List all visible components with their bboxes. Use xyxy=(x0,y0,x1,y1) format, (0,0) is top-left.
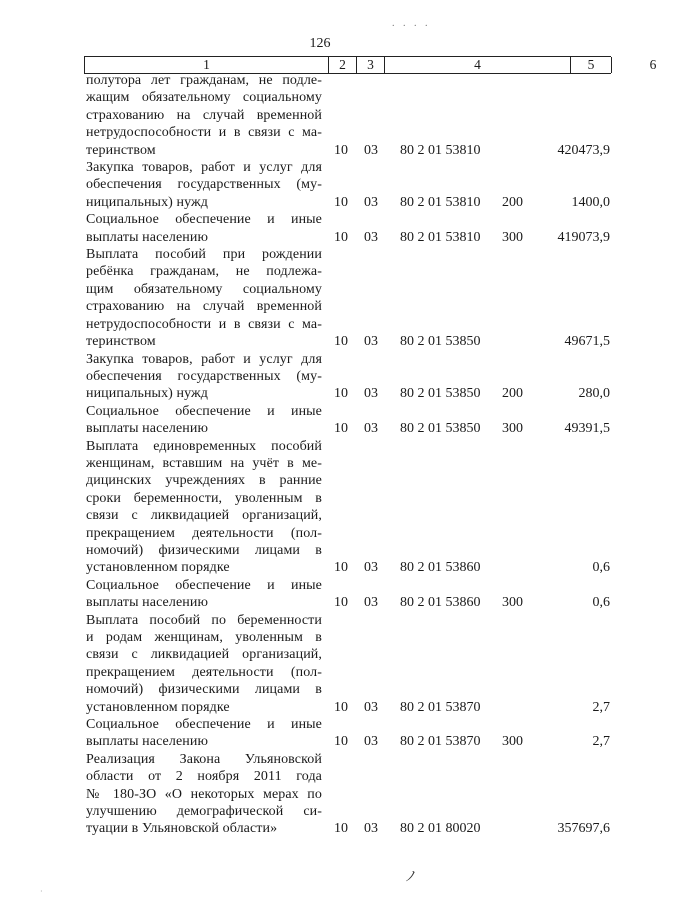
description-line: ниципальных) нужд xyxy=(86,386,209,402)
table-row xyxy=(0,403,640,438)
section-code: 10 xyxy=(334,421,348,437)
header-col-2: 2 xyxy=(328,57,356,73)
pen-mark: ノ xyxy=(404,870,418,885)
description-line: Социальное обеспечение и иные xyxy=(86,717,322,733)
row-description xyxy=(86,403,322,438)
description-line: страхованию на случай временной xyxy=(86,299,322,315)
table-row xyxy=(0,72,640,159)
expense-type-code: 200 xyxy=(502,194,523,210)
description-line: жащим обязательному социальному xyxy=(86,90,322,106)
target-article-code: 80 2 01 53810 xyxy=(400,229,481,245)
table-body xyxy=(0,72,640,838)
header-col-6-label: 6 xyxy=(649,57,657,72)
section-code: 10 xyxy=(334,821,348,837)
description-line: выплаты населению xyxy=(86,421,209,437)
description-line: Социальное обеспечение и иные xyxy=(86,577,322,593)
description-line: дицинских учреждениях в ранние xyxy=(86,473,322,489)
expense-type-code: 300 xyxy=(502,595,523,611)
description-line: теринством xyxy=(86,142,156,158)
expense-type-code: 300 xyxy=(502,229,523,245)
subsection-code: 03 xyxy=(364,734,378,750)
description-line: сроки беременности, уволенным в xyxy=(86,490,322,506)
expense-type-code: 300 xyxy=(502,421,523,437)
row-description xyxy=(86,716,322,751)
amount: 2,7 xyxy=(592,734,610,750)
row-description xyxy=(86,72,322,159)
section-code: 10 xyxy=(334,560,348,576)
header-col-5: 5 xyxy=(570,57,611,73)
description-line: ниципальных) нужд xyxy=(86,194,209,210)
target-article-code: 80 2 01 53850 xyxy=(400,334,481,350)
description-line: Социальное обеспечение и иные xyxy=(86,212,322,228)
description-line: улучшению демографической си- xyxy=(86,804,322,820)
description-line: обеспечения государственных (му- xyxy=(86,177,322,193)
row-description xyxy=(86,246,322,350)
section-code: 10 xyxy=(334,734,348,750)
amount: 49671,5 xyxy=(564,334,610,350)
description-line: Реализация Закона Ульяновской xyxy=(86,751,322,767)
row-description xyxy=(86,211,322,246)
amount: 280,0 xyxy=(578,386,610,402)
section-code: 10 xyxy=(334,699,348,715)
target-article-code: 80 2 01 53870 xyxy=(400,734,481,750)
target-article-code: 80 2 01 53870 xyxy=(400,699,481,715)
subsection-code: 03 xyxy=(364,560,378,576)
description-line: Закупка товаров, работ и услуг для xyxy=(86,160,322,176)
description-line: и родам женщинам, уволенным в xyxy=(86,630,322,645)
header-col-4: 4 xyxy=(384,57,570,73)
table-row xyxy=(0,211,640,246)
subsection-code: 03 xyxy=(364,229,378,245)
amount: 419073,9 xyxy=(557,229,610,245)
description-line: Выплата пособий по беременности xyxy=(86,612,322,628)
target-article-code: 80 2 01 53860 xyxy=(400,595,481,611)
description-line: связи с ликвидацией организаций, xyxy=(86,647,322,663)
description-line: нетрудоспособности и в связи с ма- xyxy=(86,316,322,332)
subsection-code: 03 xyxy=(364,699,378,715)
table-row xyxy=(0,351,640,403)
scan-dots: . . . . xyxy=(392,18,431,29)
amount: 49391,5 xyxy=(564,421,610,437)
section-code: 10 xyxy=(334,334,348,350)
row-description xyxy=(86,612,322,716)
expense-type-code: 300 xyxy=(502,734,523,750)
subsection-code: 03 xyxy=(364,142,378,158)
description-line: выплаты населению xyxy=(86,734,209,750)
description-line: прекращением деятельности (пол- xyxy=(86,664,322,680)
description-line: установленном порядке xyxy=(86,699,230,715)
header-col-6 xyxy=(611,57,612,73)
row-description xyxy=(86,351,322,403)
description-line: щим обязательному социальному xyxy=(86,281,322,297)
table-row xyxy=(0,612,640,716)
row-description xyxy=(86,751,322,838)
amount: 2,7 xyxy=(592,699,610,715)
description-line: номочий) физическими лицами в xyxy=(86,682,322,698)
description-line: связи с ликвидацией организаций, xyxy=(86,508,322,524)
description-line: теринством xyxy=(86,334,156,350)
description-line: туации в Ульяновской области» xyxy=(86,821,278,837)
subsection-code: 03 xyxy=(364,194,378,210)
description-line: нетрудоспособности и в связи с ма- xyxy=(86,125,322,141)
amount: 0,6 xyxy=(592,595,610,611)
row-description xyxy=(86,159,322,211)
target-article-code: 80 2 01 53850 xyxy=(400,386,481,402)
table-row xyxy=(0,716,640,751)
description-line: Выплата пособий при рождении xyxy=(86,247,322,263)
target-article-code: 80 2 01 53810 xyxy=(400,142,481,158)
scan-speck: · xyxy=(40,887,43,896)
page-number: 126 xyxy=(309,36,331,51)
description-line: № 180-ЗО «О некоторых мерах по xyxy=(86,786,322,802)
description-line: номочий) физическими лицами в xyxy=(86,542,322,558)
target-article-code: 80 2 01 53810 xyxy=(400,194,481,210)
description-line: области от 2 ноября 2011 года xyxy=(86,769,322,785)
subsection-code: 03 xyxy=(364,386,378,402)
table-row xyxy=(0,438,640,577)
target-article-code: 80 2 01 80020 xyxy=(400,821,481,837)
amount: 0,6 xyxy=(592,560,610,576)
description-line: прекращением деятельности (пол- xyxy=(86,525,322,541)
description-line: страхованию на случай временной xyxy=(86,107,322,123)
amount: 420473,9 xyxy=(557,142,610,158)
table-row xyxy=(0,159,640,211)
section-code: 10 xyxy=(334,142,348,158)
row-description xyxy=(86,438,322,577)
table-row xyxy=(0,751,640,838)
target-article-code: 80 2 01 53860 xyxy=(400,560,481,576)
target-article-code: 80 2 01 53850 xyxy=(400,421,481,437)
description-line: Выплата единовременных пособий xyxy=(86,438,322,454)
description-line: Закупка товаров, работ и услуг для xyxy=(86,351,322,367)
header-col-3: 3 xyxy=(356,57,384,73)
description-line: Социальное обеспечение и иные xyxy=(86,403,322,419)
description-line: выплаты населению xyxy=(86,229,209,245)
description-line: выплаты населению xyxy=(86,595,209,611)
description-line: обеспечения государственных (му- xyxy=(86,368,322,384)
section-code: 10 xyxy=(334,386,348,402)
section-code: 10 xyxy=(334,229,348,245)
amount: 357697,6 xyxy=(557,821,610,837)
expense-type-code: 200 xyxy=(502,386,523,402)
subsection-code: 03 xyxy=(364,334,378,350)
description-line: женщинам, вставшим на учёт в ме- xyxy=(86,455,322,471)
description-line: установленном порядке xyxy=(86,560,230,576)
description-line: полутора лет гражданам, не подле- xyxy=(86,73,322,88)
subsection-code: 03 xyxy=(364,595,378,611)
section-code: 10 xyxy=(334,194,348,210)
header-col-1: 1 xyxy=(84,57,328,73)
table-row xyxy=(0,246,640,350)
subsection-code: 03 xyxy=(364,821,378,837)
amount: 1400,0 xyxy=(571,194,610,210)
table-row xyxy=(0,577,640,612)
section-code: 10 xyxy=(334,595,348,611)
description-line: ребёнка гражданам, не подлежа- xyxy=(86,264,322,280)
row-description xyxy=(86,577,322,612)
subsection-code: 03 xyxy=(364,421,378,437)
